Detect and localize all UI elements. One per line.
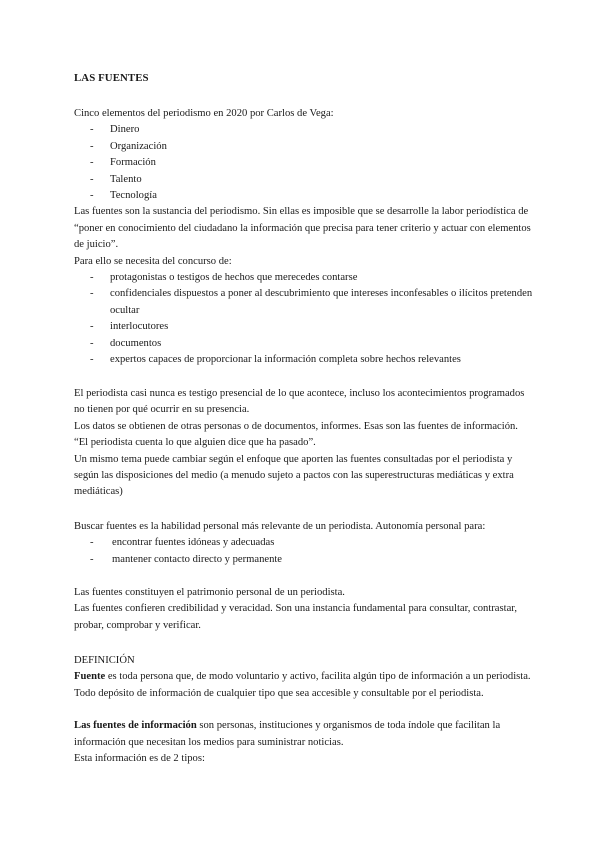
term-definition: son personas, instituciones y organismos de toda índole que facilitan la información que necesitan los medios para suministrar noticias.: [74, 720, 501, 748]
list-item: - confidenciales dispuestos a poner al descubrimiento que intereses inconfesables o ilícitos pretenden ocultar: [90, 286, 534, 319]
sources-list: [74, 270, 534, 368]
paragraph: Un mismo tema puede cambiar según el enfoque que aporten las fuentes consultadas por el periodista y según las disposiciones del medio (a menudo sujeto a pactos con las superestructuras mediáticas y extra mediáticas): [74, 453, 514, 498]
autonomy-list: [74, 535, 534, 568]
elements-list: [74, 122, 534, 204]
list-item: - documentos: [90, 336, 534, 352]
paragraph: Las fuentes son la sustancia del periodismo. Sin ellas es imposible que se desarrolle la labor periodística de “poner en conocimiento del ciudadano la información que precisa para tener criterio y actuar con elementos de juicio”.: [74, 206, 531, 251]
paragraph: Los datos se obtienen de otras personas o de documentos, informes. Esas son las fuentes de información.: [74, 420, 518, 432]
page-title: LAS FUENTES: [74, 72, 149, 84]
list-item: - Tecnología: [90, 188, 534, 204]
paragraph: [74, 669, 534, 685]
paragraph: Las fuentes constituyen el patrimonio personal de un periodista.: [74, 587, 345, 598]
section-buscar-fuentes: [74, 519, 534, 568]
section-definicion: [74, 653, 534, 767]
quote: “El periodista cuenta lo que alguien dice que ha pasado”.: [74, 437, 316, 449]
paragraph: Esta información es de 2 tipos:: [74, 753, 205, 765]
paragraph: [74, 718, 534, 751]
term-definition: es toda persona que, de modo voluntario y activo, facilita algún tipo de información a un periodista.: [105, 671, 531, 683]
section-patrimonio: [74, 585, 534, 634]
list-item: - interlocutores: [90, 319, 534, 335]
list-item: - Talento: [90, 172, 534, 188]
paragraph: El periodista casi nunca es testigo presencial de lo que acontece, incluso los acontecimientos programados no tienen por qué ocurrir en su presencia.: [74, 388, 525, 416]
section-heading: DEFINICIÓN: [74, 655, 135, 666]
paragraph: Buscar fuentes es la habilidad personal más relevante de un periodista. Autonomía personal para:: [74, 521, 486, 532]
paragraph: Las fuentes confieren credibilidad y veracidad. Son una instancia fundamental para consultar, contrastar, probar, comprobar y verificar.: [74, 603, 518, 631]
intro-text: Cinco elementos del periodismo en 2020 por Carlos de Vega:: [74, 108, 334, 119]
list-item: - protagonistas o testigos de hechos que merecedes contarse: [90, 270, 534, 286]
section-periodista: [74, 386, 534, 501]
list-item: - Organización: [90, 139, 534, 155]
list-item: - encontrar fuentes idóneas y adecuadas: [90, 535, 534, 551]
list-item: - mantener contacto directo y permanente: [90, 552, 534, 568]
list-item: - expertos capaces de proporcionar la información completa sobre hechos relevantes: [90, 352, 534, 368]
term-fuentes-informacion: Las fuentes de información: [74, 720, 197, 732]
term-fuente: Fuente: [74, 671, 106, 683]
list-item: - Dinero: [90, 122, 534, 138]
paragraph: Todo depósito de información de cualquier tipo que sea accesible y consultable por el periodista.: [74, 687, 484, 699]
list-item: - Formación: [90, 155, 534, 171]
paragraph: Para ello se necesita del concurso de:: [74, 255, 232, 267]
section-elementos: [74, 106, 534, 369]
